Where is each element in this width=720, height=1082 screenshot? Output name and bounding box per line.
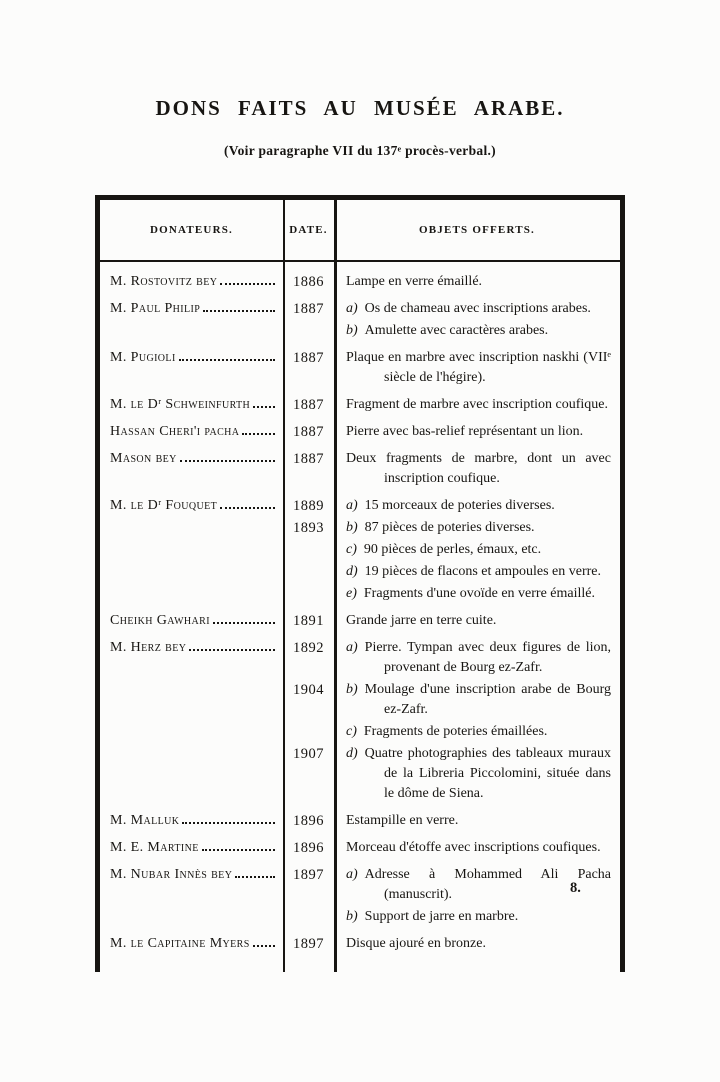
table-row xyxy=(100,422,620,444)
table-row xyxy=(100,272,620,294)
item-letter: c) xyxy=(346,542,357,557)
donor-cell xyxy=(100,496,283,606)
date-value xyxy=(283,907,334,927)
donor-name: M. le Dʳ Fouquet xyxy=(110,498,218,513)
object-description xyxy=(334,449,620,489)
donor-cell xyxy=(100,299,283,343)
donations-table xyxy=(95,195,625,972)
date-value xyxy=(283,540,334,560)
item-letter: a) xyxy=(346,867,358,882)
item-letter: b) xyxy=(346,682,358,697)
item-text: Grande jarre en terre cuite. xyxy=(346,613,497,628)
object-description xyxy=(334,744,620,804)
table-row xyxy=(100,299,620,343)
signature-mark: 8. xyxy=(570,880,581,896)
table-row xyxy=(100,496,620,606)
date-value xyxy=(283,584,334,604)
item-letter: d) xyxy=(346,564,358,579)
column-header-donateurs: DONATEURS. xyxy=(149,224,233,236)
donor-name: M. Malluk xyxy=(110,813,180,828)
object-description xyxy=(334,838,620,858)
date-value: 1886 xyxy=(293,274,324,290)
donor-cell xyxy=(100,865,283,929)
item-letter: a) xyxy=(346,498,358,513)
donor-name: Cheikh Gawhari xyxy=(110,613,210,628)
dot-leader xyxy=(182,811,275,824)
column-header-date: DATE. xyxy=(289,224,328,236)
table-row xyxy=(100,811,620,833)
page-title: DONS FAITS AU MUSÉE ARABE. xyxy=(155,96,565,120)
column-divider-2 xyxy=(334,200,337,972)
item-text: Moulage d'une inscription arabe de Bourg ez-Zafr. xyxy=(364,682,611,717)
dot-leader xyxy=(220,272,275,285)
item-text: 19 pièces de flacons et ampoules en verre. xyxy=(364,564,602,579)
donor-name: M. Nubar Innès bey xyxy=(110,867,233,882)
donor-cell xyxy=(100,611,283,633)
object-description xyxy=(334,934,620,954)
donor-name: Hassan Cheri'i pacha xyxy=(110,424,240,439)
table-row xyxy=(100,611,620,633)
date-value xyxy=(283,562,334,582)
column-divider-1 xyxy=(283,200,285,972)
date-value: 1904 xyxy=(293,682,324,698)
dot-leader xyxy=(213,611,275,624)
item-text: Deux fragments de marbre, dont un avec inscription coufique. xyxy=(346,451,611,486)
date-value: 1892 xyxy=(293,640,324,656)
date-value: 1887 xyxy=(293,350,324,366)
item-text: Lampe en verre émaillé. xyxy=(346,274,483,289)
date-value: 1893 xyxy=(293,520,324,536)
object-description xyxy=(334,299,620,319)
object-description xyxy=(334,680,620,720)
donor-name: M. le Dʳ Schweinfurth xyxy=(110,397,251,412)
object-description xyxy=(334,907,620,927)
date-value: 1896 xyxy=(293,813,324,829)
column-header-objets: OBJETS OFFERTS. xyxy=(418,224,536,236)
item-text: Plaque en marbre avec inscription naskhi (VIIᵉ siècle de l'hégire). xyxy=(346,350,611,385)
donor-cell xyxy=(100,934,283,956)
item-text: Estampille en verre. xyxy=(346,813,459,828)
table-row xyxy=(100,395,620,417)
table-row xyxy=(100,838,620,860)
page-subtitle: (Voir paragraphe VII du 137ᵉ procès-verbal.) xyxy=(224,143,496,158)
item-letter: a) xyxy=(346,301,358,316)
donor-name: Mason bey xyxy=(110,451,177,466)
item-letter: a) xyxy=(346,640,358,655)
date-value: 1889 xyxy=(293,498,324,514)
object-description xyxy=(334,272,620,292)
item-text: Quatre photographies des tableaux muraux de la Libreria Piccolomini, située dans le dôme de Siena. xyxy=(364,746,611,801)
donor-cell xyxy=(100,449,283,491)
dot-leader xyxy=(220,496,275,509)
donor-name: M. E. Martine xyxy=(110,840,199,855)
item-text: Fragment de marbre avec inscription coufique. xyxy=(346,397,609,412)
date-value xyxy=(283,722,334,742)
date-value: 1887 xyxy=(293,451,324,467)
dot-leader xyxy=(179,348,275,361)
item-text: Morceau d'étoffe avec inscriptions coufiques. xyxy=(346,840,601,855)
item-text: 15 morceaux de poteries diverses. xyxy=(364,498,555,513)
donor-name: M. Pugioli xyxy=(110,350,176,365)
object-description xyxy=(334,540,620,560)
donor-cell xyxy=(100,638,283,806)
item-letter: d) xyxy=(346,746,358,761)
object-description xyxy=(334,348,620,388)
donor-cell xyxy=(100,395,283,417)
dot-leader xyxy=(253,395,275,408)
item-text: Amulette avec caractères arabes. xyxy=(364,323,549,338)
object-description xyxy=(334,584,620,604)
date-value xyxy=(283,321,334,341)
dot-leader xyxy=(202,838,275,851)
item-text: Support de jarre en marbre. xyxy=(364,909,519,924)
item-text: Pierre. Tympan avec deux figures de lion, provenant de Bourg ez-Zafr. xyxy=(364,640,611,675)
object-description xyxy=(334,395,620,415)
object-description xyxy=(334,518,620,538)
object-description xyxy=(334,722,620,742)
item-letter: b) xyxy=(346,323,358,338)
donor-name: M. Herz bey xyxy=(110,640,187,655)
table-row xyxy=(100,348,620,390)
donor-cell xyxy=(100,811,283,833)
item-letter: b) xyxy=(346,520,358,535)
date-value: 1897 xyxy=(293,936,324,952)
dot-leader xyxy=(203,299,275,312)
item-text: Pierre avec bas-relief représentant un lion. xyxy=(346,424,584,439)
donor-cell xyxy=(100,838,283,860)
dot-leader xyxy=(235,865,275,878)
table-header xyxy=(100,200,620,262)
item-letter: e) xyxy=(346,586,357,601)
donor-name: M. Rostovitz bey xyxy=(110,274,218,289)
date-value: 1887 xyxy=(293,424,324,440)
item-text: Adresse à Mohammed Ali Pacha (manuscrit). xyxy=(364,867,611,902)
donor-name: M. le Capitaine Myers xyxy=(110,936,250,951)
dot-leader xyxy=(242,422,275,435)
item-text: Fragments d'une ovoïde en verre émaillé. xyxy=(363,586,595,601)
date-value: 1891 xyxy=(293,613,324,629)
object-description xyxy=(334,638,620,678)
date-value: 1887 xyxy=(293,397,324,413)
table-row xyxy=(100,449,620,491)
donor-name: M. Paul Philip xyxy=(110,301,201,316)
donor-cell xyxy=(100,348,283,390)
dot-leader xyxy=(253,934,275,947)
date-value: 1887 xyxy=(293,301,324,317)
item-text: Disque ajouré en bronze. xyxy=(346,936,486,951)
item-letter: b) xyxy=(346,909,358,924)
donor-cell xyxy=(100,422,283,444)
donor-cell xyxy=(100,272,283,294)
item-text: 90 pièces de perles, émaux, etc. xyxy=(363,542,542,557)
table-row xyxy=(100,638,620,806)
object-description xyxy=(334,562,620,582)
dot-leader xyxy=(180,449,275,462)
table-body xyxy=(100,262,620,972)
table-row xyxy=(100,865,620,929)
object-description xyxy=(334,496,620,516)
item-text: 87 pièces de poteries diverses. xyxy=(364,520,535,535)
item-text: Fragments de poteries émaillées. xyxy=(363,724,548,739)
dot-leader xyxy=(189,638,275,651)
date-value: 1907 xyxy=(293,746,324,762)
date-value: 1897 xyxy=(293,867,324,883)
object-description xyxy=(334,321,620,341)
item-text: Os de chameau avec inscriptions arabes. xyxy=(364,301,591,316)
date-value: 1896 xyxy=(293,840,324,856)
table-row xyxy=(100,934,620,956)
object-description xyxy=(334,811,620,831)
item-letter: c) xyxy=(346,724,357,739)
object-description xyxy=(334,422,620,442)
object-description xyxy=(334,611,620,631)
